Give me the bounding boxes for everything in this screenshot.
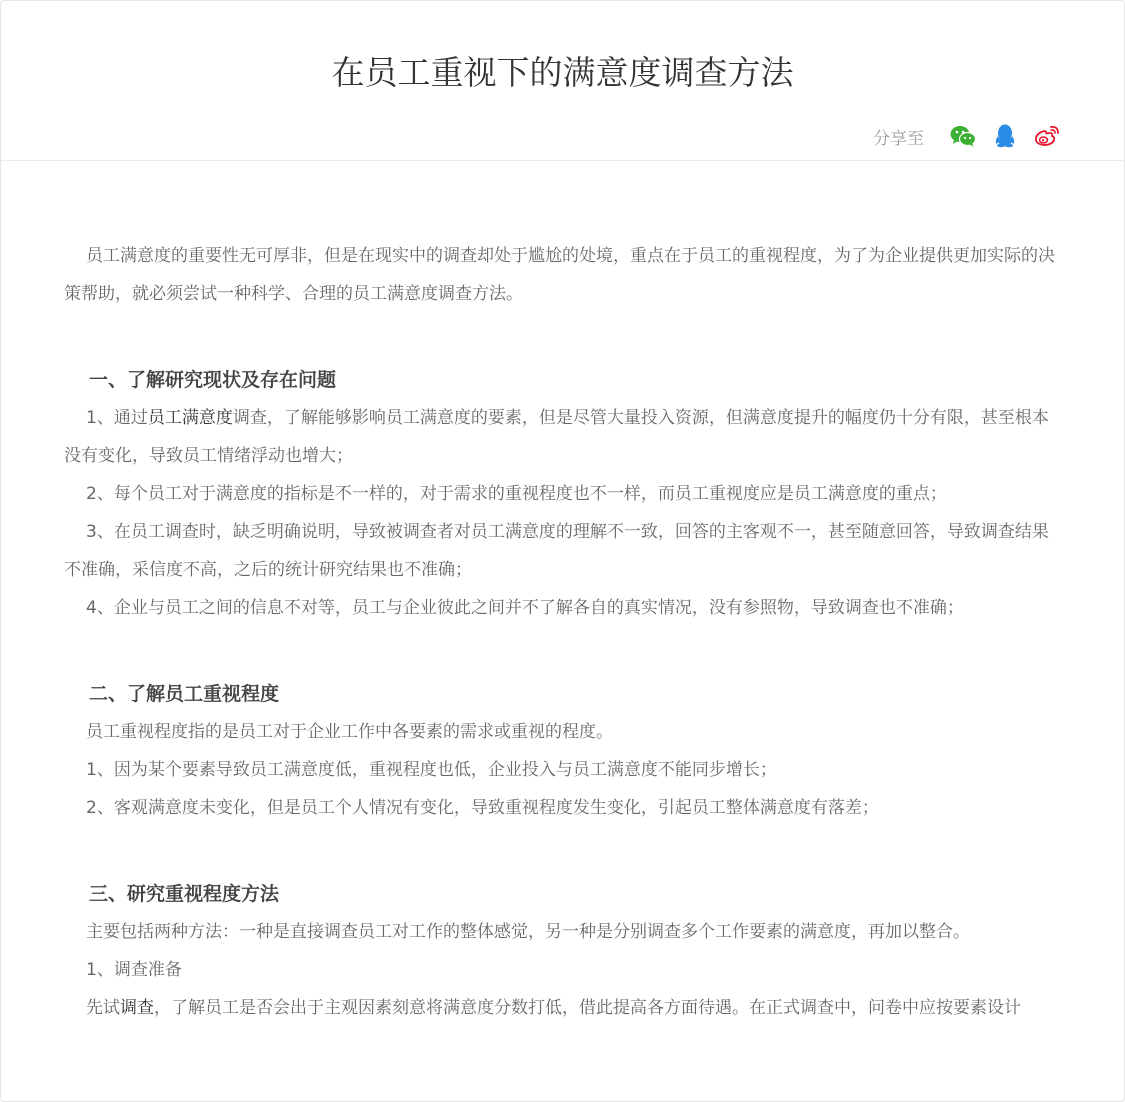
wechat-icon[interactable] <box>948 121 978 151</box>
paragraph <box>64 989 1064 1027</box>
paragraph: 4、企业与员工之间的信息不对等，员工与企业彼此之间并不了解各自的真实情况，没有参照物，导致调查也不准确； <box>86 598 964 618</box>
paragraph: 2、客观满意度未变化，但是员工个人情况有变化，导致重视程度发生变化，引起员工整体满意度有落差； <box>86 798 879 818</box>
paragraph-text: 1、通过 <box>86 408 148 428</box>
paragraph: 1、调查准备 <box>86 960 182 980</box>
article-body <box>64 237 1064 1027</box>
article-title: 在员工重视下的满意度调查方法 <box>331 53 794 92</box>
paragraph <box>64 399 1064 475</box>
paragraph: 主要包括两种方法：一种是直接调查员工对工作的整体感觉，另一种是分别调查多个工作要素的满意度，再加以整合。 <box>86 922 970 942</box>
keyword-link[interactable]: 员工满意度 <box>147 408 233 428</box>
intro-paragraph: 员工满意度的重要性无可厚非，但是在现实中的调查却处于尴尬的处境，重点在于员工的重视程度，为了为企业提供更加实际的决策帮助，就必须尝试一种科学、合理的员工满意度调查方法。 <box>64 246 1055 304</box>
paragraph-text: 先试 <box>86 998 120 1018</box>
paragraph: 2、每个员工对于满意度的指标是不一样的，对于需求的重视程度也不一样，而员工重视度应是员工满意度的重点； <box>86 484 947 504</box>
paragraph: 1、因为某个要素导致员工满意度低，重视程度也低，企业投入与员工满意度不能同步增长； <box>86 760 777 780</box>
paragraph-text: 调查，了解能够影响员工满意度的要素，但是尽管大量投入资源，但满意度提升的幅度仍十分有限，甚至根本没有变化，导致员工情绪浮动也增大； <box>64 408 1049 466</box>
share-label: 分享至 <box>873 128 924 149</box>
section-heading: 二、了解员工重视程度 <box>89 683 280 705</box>
article-header <box>1 1 1124 161</box>
qq-icon[interactable] <box>990 121 1020 151</box>
section-heading: 三、研究重视程度方法 <box>89 883 280 905</box>
paragraph: 员工重视程度指的是员工对于企业工作中各要素的需求或重视的程度。 <box>86 722 613 742</box>
share-bar <box>873 121 1062 151</box>
section-heading: 一、了解研究现状及存在问题 <box>89 369 337 391</box>
weibo-icon[interactable] <box>1032 121 1062 151</box>
paragraph-text: ，了解员工是否会出于主观因素刻意将满意度分数打低，借此提高各方面待遇。在正式调查中，问卷中应按要素设计 <box>154 998 1021 1018</box>
keyword-link[interactable]: 调查 <box>120 998 154 1018</box>
paragraph: 3、在员工调查时，缺乏明确说明，导致被调查者对员工满意度的理解不一致，回答的主客观不一，甚至随意回答，导致调查结果不准确，采信度不高，之后的统计研究结果也不准确； <box>64 522 1049 580</box>
